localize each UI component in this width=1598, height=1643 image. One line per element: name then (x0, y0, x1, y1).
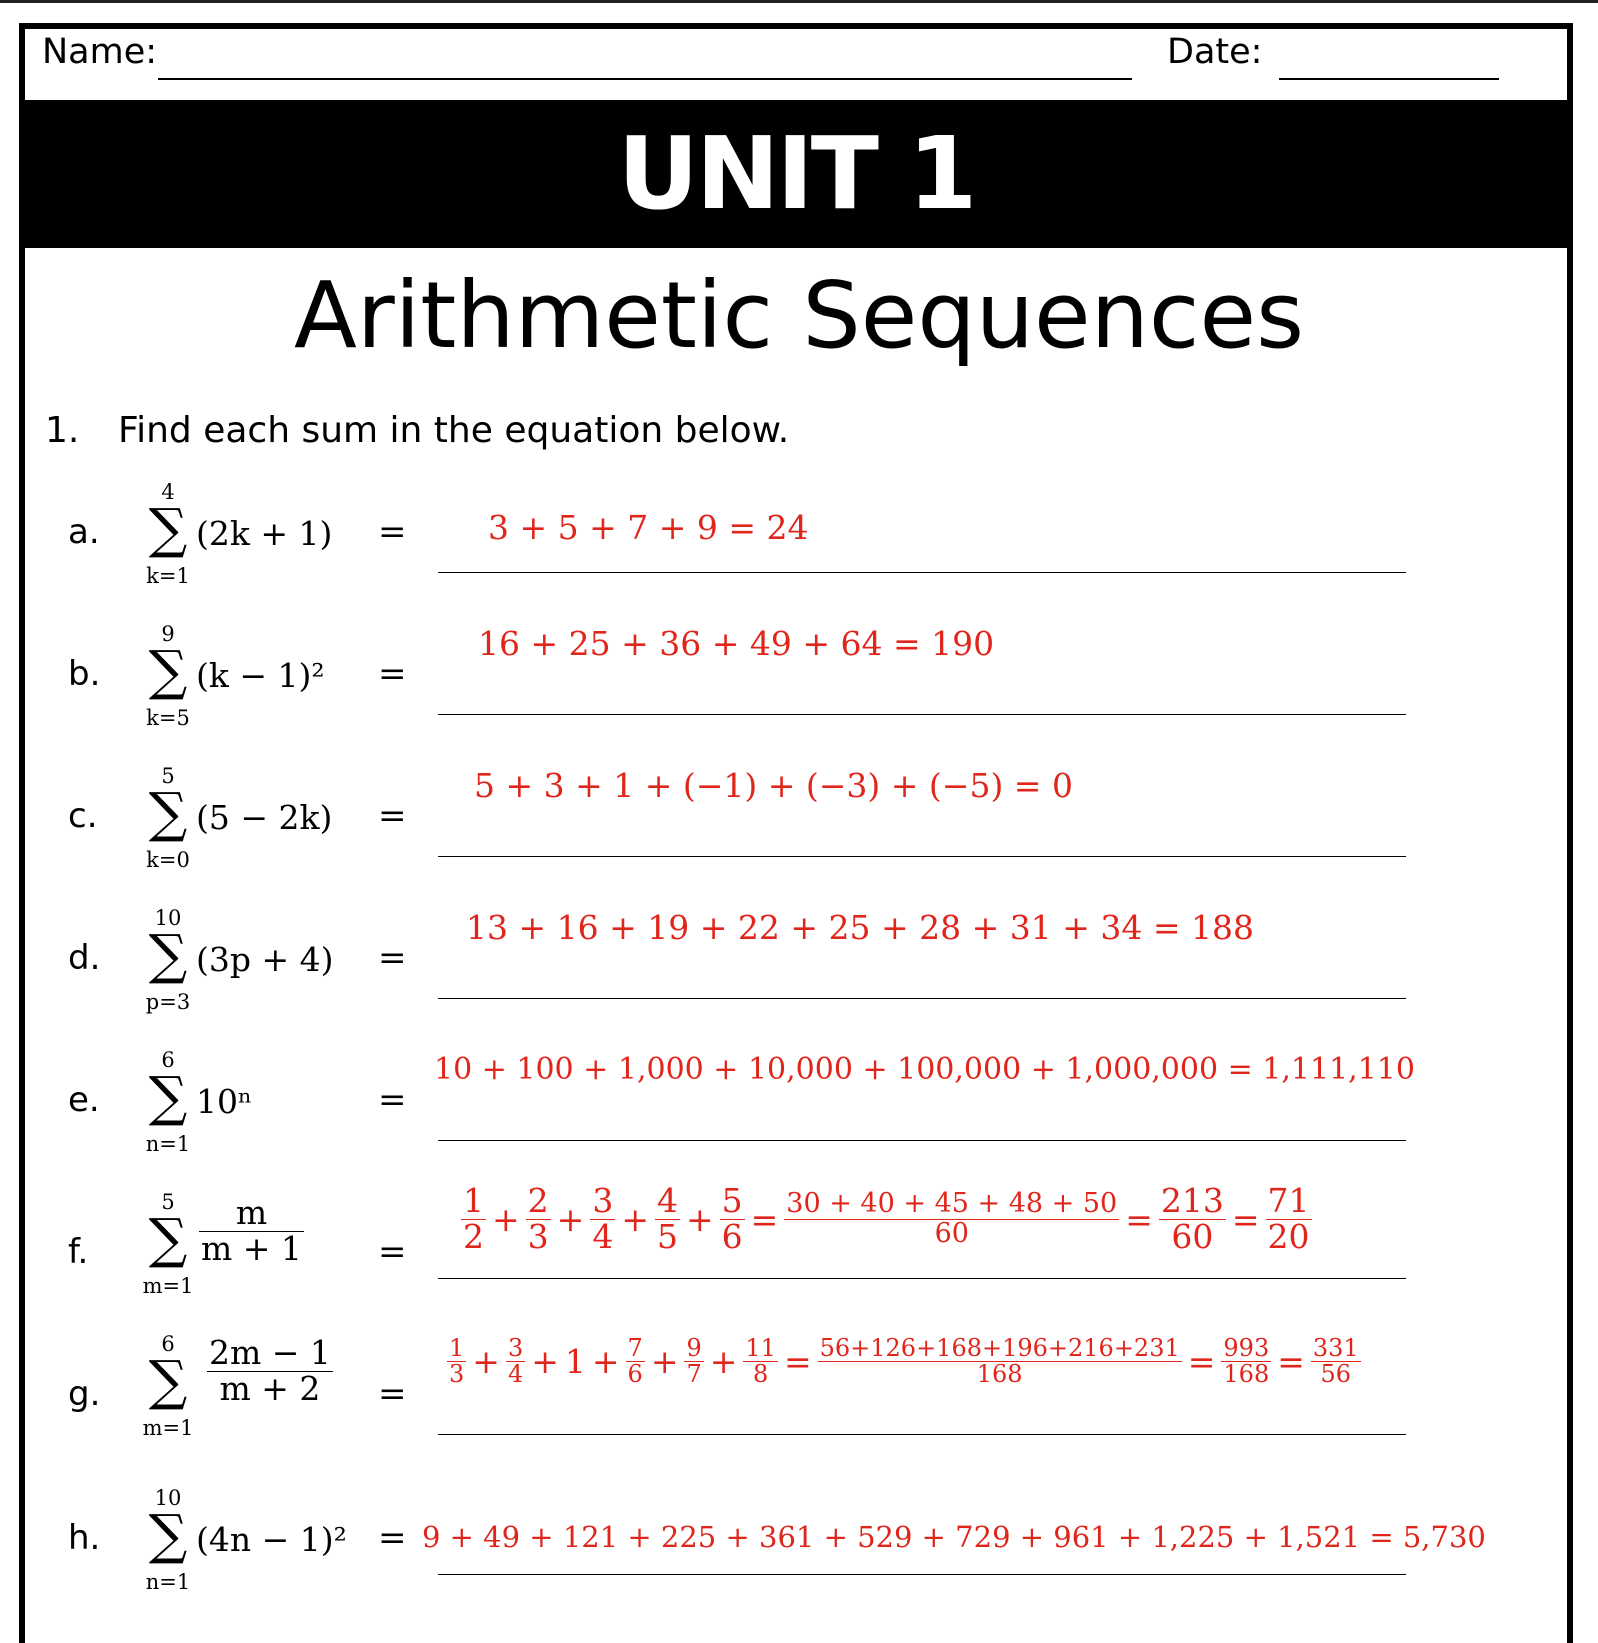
fraction-denominator: 5 (656, 1216, 678, 1256)
item-letter: h. (68, 1518, 101, 1558)
page-title: Arithmetic Sequences (293, 262, 1305, 369)
unit-banner: UNIT 1 (19, 100, 1573, 248)
fraction-denominator: 3 (527, 1216, 549, 1256)
item-d (0, 906, 1598, 1046)
fraction-numerator: 71 (1267, 1181, 1310, 1220)
answer-line[interactable] (438, 714, 1406, 715)
sigma-expression: (5 − 2k) (196, 798, 333, 837)
sigma-upper-limit: 5 (161, 764, 175, 788)
sigma-symbol: ∑ (148, 1065, 188, 1128)
answer-text: 13 + 16 + 19 + 22 + 25 + 28 + 31 + 34 = 188 (466, 908, 1254, 947)
sigma-symbol: ∑ (148, 1207, 188, 1270)
sigma-expression: 10ⁿ (196, 1082, 253, 1121)
plus-sign: + (591, 1342, 620, 1382)
equals-sign: = (1125, 1199, 1153, 1239)
sigma-fraction-expression (196, 1193, 307, 1268)
fraction-denominator: 2 (463, 1216, 484, 1256)
item-c (0, 764, 1598, 904)
name-label: Name: (42, 32, 158, 72)
fraction-numerator: 4 (656, 1181, 678, 1220)
answer-text: 5 + 3 + 1 + (−1) + (−3) + (−5) = 0 (474, 766, 1073, 805)
answer-expression (458, 1181, 1315, 1256)
sigma-symbol: ∑ (148, 1349, 188, 1412)
sigma-expression: (k − 1)² (196, 656, 325, 695)
fraction-numerator: 331 (1312, 1334, 1359, 1362)
fraction-denominator: 4 (507, 1360, 524, 1389)
fraction-denominator: 60 (934, 1217, 969, 1249)
equals-sign: = (783, 1342, 812, 1382)
equals-sign: = (750, 1199, 779, 1239)
fraction-numerator: 3 (592, 1181, 614, 1220)
item-h (0, 1486, 1598, 1626)
plus-sign: + (621, 1199, 649, 1239)
answer-line[interactable] (438, 1278, 1406, 1279)
equals-sign: = (378, 1232, 407, 1272)
sigma-expression: (3p + 4) (196, 940, 334, 979)
fraction-denominator: 20 (1267, 1216, 1310, 1256)
sigma-upper-limit: 10 (154, 1486, 182, 1510)
sigma-fraction-expression (204, 1333, 336, 1408)
fraction-numerator: 11 (745, 1334, 776, 1362)
fraction-denominator: 3 (449, 1360, 465, 1389)
plus-sign: + (685, 1199, 714, 1239)
fraction-denominator: 168 (1223, 1360, 1270, 1389)
item-g (0, 1332, 1598, 1472)
sigma-symbol: ∑ (148, 781, 188, 844)
sigma-upper-limit: 5 (161, 1190, 175, 1214)
whole-number: 1 (564, 1342, 586, 1382)
answer-text: 16 + 25 + 36 + 49 + 64 = 190 (478, 624, 995, 663)
fraction-numerator: 5 (721, 1181, 743, 1220)
equals-sign: = (378, 1518, 407, 1558)
sigma-lower-limit: k=5 (146, 706, 190, 730)
answer-line[interactable] (438, 1434, 1406, 1435)
sigma-upper-limit: 6 (161, 1332, 175, 1356)
item-b (0, 622, 1598, 762)
answer-line[interactable] (438, 572, 1406, 573)
fraction-numerator: 7 (627, 1334, 643, 1362)
item-letter: d. (68, 938, 101, 978)
sigma-upper-limit: 9 (161, 622, 175, 646)
equals-sign: = (1187, 1342, 1216, 1382)
answer-line[interactable] (438, 1140, 1406, 1141)
item-letter: b. (68, 654, 101, 694)
plus-sign: + (650, 1342, 679, 1382)
answer-line[interactable] (438, 1574, 1406, 1575)
date-label: Date: (1167, 32, 1263, 72)
fraction-denominator: m + 2 (219, 1368, 321, 1408)
equals-sign: = (378, 512, 407, 552)
sigma-symbol: ∑ (148, 497, 188, 560)
fraction-denominator: 56 (1320, 1360, 1352, 1389)
fraction-denominator: 6 (721, 1216, 743, 1256)
fraction-numerator: 2m − 1 (209, 1333, 331, 1372)
sigma-upper-limit: 4 (161, 480, 175, 504)
item-letter: c. (68, 796, 98, 836)
sigma-lower-limit: k=1 (146, 564, 190, 588)
answer-text: 10 + 100 + 1,000 + 10,000 + 100,000 + 1,000,000 = 1,111,110 (434, 1052, 1415, 1087)
fraction-denominator: 60 (1171, 1216, 1214, 1256)
answer-line[interactable] (438, 856, 1406, 857)
name-input-line[interactable] (158, 78, 1132, 80)
fraction-numerator: 56+126+168+196+216+231 (819, 1334, 1180, 1362)
sigma-upper-limit: 6 (161, 1048, 175, 1072)
equals-sign: = (378, 1374, 407, 1414)
fraction-numerator: 2 (527, 1181, 549, 1220)
answer-text: 9 + 49 + 121 + 225 + 361 + 529 + 729 + 961 + 1,225 + 1,521 = 5,730 (422, 1520, 1486, 1554)
fraction-numerator: 9 (686, 1334, 702, 1362)
sigma-expression: (4n − 1)² (196, 1520, 347, 1559)
item-letter: e. (68, 1080, 100, 1120)
fraction-numerator: 30 + 40 + 45 + 48 + 50 (786, 1188, 1118, 1220)
item-letter: g. (68, 1374, 101, 1414)
sigma-upper-limit: 10 (154, 906, 182, 930)
answer-text: 3 + 5 + 7 + 9 = 24 (488, 508, 809, 547)
equals-sign: = (378, 938, 407, 978)
plus-sign: + (709, 1342, 738, 1382)
plus-sign: + (492, 1199, 520, 1239)
fraction-denominator: m + 1 (201, 1228, 302, 1268)
question-text: Find each sum in the equation below. (118, 410, 790, 451)
fraction-numerator: m (199, 1196, 304, 1232)
sigma-lower-limit: n=1 (145, 1570, 191, 1594)
answer-expression (444, 1336, 1364, 1387)
top-edge-line (0, 0, 1598, 3)
sigma-lower-limit: n=1 (145, 1132, 191, 1156)
fraction-denominator: 8 (753, 1360, 769, 1389)
plus-sign: + (531, 1342, 559, 1382)
item-letter: f. (68, 1232, 89, 1272)
item-letter: a. (68, 512, 100, 552)
fraction-denominator: 7 (686, 1360, 702, 1389)
fraction-numerator: 213 (1160, 1181, 1224, 1220)
plus-sign: + (556, 1199, 585, 1239)
equals-sign: = (378, 796, 407, 836)
fraction-numerator: 3 (507, 1334, 524, 1362)
sigma-lower-limit: k=0 (146, 848, 190, 872)
question-number: 1. (45, 410, 80, 451)
sigma-expression: (2k + 1) (196, 514, 333, 553)
fraction-numerator: 1 (449, 1334, 465, 1362)
fraction-denominator: 6 (627, 1360, 643, 1389)
equals-sign: = (378, 1080, 407, 1120)
sigma-lower-limit: m=1 (142, 1274, 194, 1298)
sigma-symbol: ∑ (148, 1503, 188, 1566)
date-input-line[interactable] (1279, 78, 1499, 80)
equals-sign: = (1277, 1342, 1305, 1382)
sigma-lower-limit: p=3 (145, 990, 191, 1014)
fraction-denominator: 168 (976, 1360, 1023, 1389)
item-f (0, 1181, 1598, 1330)
item-a (0, 480, 1598, 620)
fraction-denominator: 4 (592, 1216, 614, 1256)
fraction-numerator: 1 (463, 1181, 484, 1220)
fraction-numerator: 993 (1223, 1334, 1270, 1362)
answer-line[interactable] (438, 998, 1406, 999)
equals-sign: = (378, 654, 407, 694)
equals-sign: = (1231, 1199, 1260, 1239)
plus-sign: + (472, 1342, 500, 1382)
item-e (0, 1048, 1598, 1188)
sigma-symbol: ∑ (148, 923, 188, 986)
sigma-symbol: ∑ (148, 639, 188, 702)
sigma-lower-limit: m=1 (142, 1416, 194, 1440)
